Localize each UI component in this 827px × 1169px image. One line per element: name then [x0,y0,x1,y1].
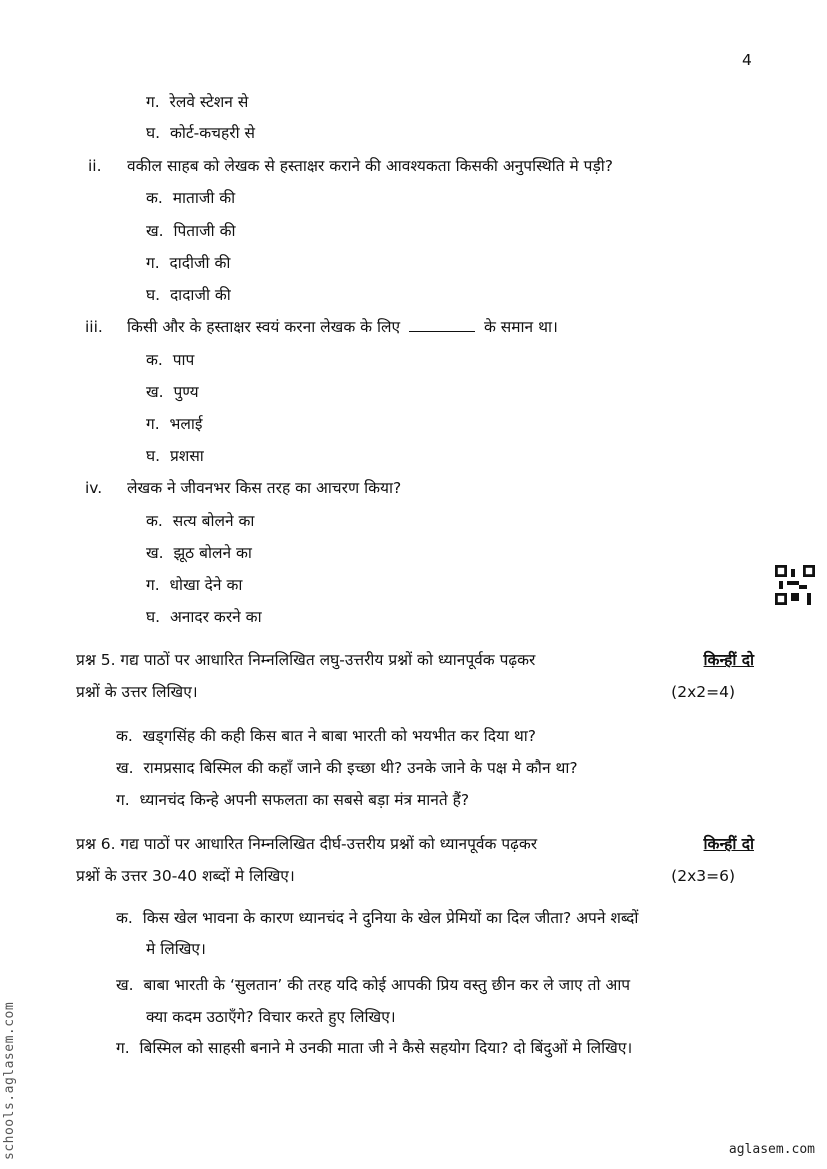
q5-item [116,790,469,810]
option-label: ग. [146,415,160,433]
option [146,575,242,595]
option [146,221,236,241]
question-text-before: किसी और के हस्ताक्षर स्वयं करना लेखक के लिए [127,318,401,336]
option-text: पुण्य [173,383,199,401]
q5-item [116,758,578,778]
option [146,543,252,563]
item-text: बाबा भारती के ‘सुलतान’ की तरह यदि कोई आपकी प्रिय वस्तु छीन कर ले जाए तो आप [143,976,631,994]
option-text: दादाजी की [169,286,231,304]
option [146,253,230,273]
option-label: क. [146,512,163,530]
q6-item [116,975,630,995]
option-label: ग. [146,576,160,594]
item-text: किस खेल भावना के कारण ध्यानचंद ने दुनिया के खेल प्रेमियों का दिल जीता? अपने शब्दों [142,909,639,927]
q6-item-cont: मे लिखिए। [146,940,206,958]
q6-instruction: प्रश्न 6. गद्य पाठों पर आधारित निम्नलिखित दीर्घ-उत्तरीय प्रश्नों को ध्यानपूर्वक पढ़कर [76,835,538,853]
q5-instruction-cont: प्रश्नों के उत्तर लिखिए। [76,683,198,701]
option-text: झूठ बोलने का [173,544,252,562]
q5-heading [76,650,754,670]
option-label: ख. [146,544,164,562]
qr-code-icon [775,565,815,605]
option-text: माताजी की [172,189,236,207]
footer-watermark: aglasem.com [728,1142,815,1157]
option-text: सत्य बोलने का [172,512,255,530]
option-text: पिताजी की [173,222,236,240]
option [146,92,248,112]
option-label: घ. [146,608,161,626]
option [146,446,204,466]
q6-marks: (2x3=6) [671,867,735,885]
option-label: ख. [146,222,164,240]
q5-marks: (2x2=4) [671,683,735,701]
option [146,123,255,143]
option-label: क. [146,189,163,207]
option [146,607,262,627]
question-text [127,317,558,337]
item-label: ग. [116,791,130,809]
option-label: क. [146,351,163,369]
q6-item-cont: क्या कदम उठाएँगे? विचार करते हुए लिखिए। [146,1008,396,1026]
option [146,188,235,208]
item-label: ख. [116,759,134,777]
option-text: अनादर करने का [169,608,262,626]
side-watermark: schools.aglasem.com [2,1001,17,1160]
q6-instruction-cont: प्रश्नों के उत्तर 30-40 शब्दों मे लिखिए। [76,867,295,885]
q5-emphasis: किन्हीं दो [703,651,754,669]
option [146,511,254,531]
item-text: रामप्रसाद बिस्मिल की कहाँ जाने की इच्छा थी? उनके जाने के पक्ष मे कौन था? [143,759,578,777]
option-text: रेलवे स्टेशन से [169,93,249,111]
question-number: ii. [88,157,102,175]
option-text: दादीजी की [169,254,231,272]
item-text: खड्गसिंह की कही किस बात ने बाबा भारती को भयभीत कर दिया था? [142,727,537,745]
item-label: क. [116,909,133,927]
q6-emphasis: किन्हीं दो [703,835,754,853]
item-label: ग. [116,1039,130,1057]
page-number: 4 [742,51,752,69]
question-text-after: के समान था। [483,318,558,336]
question-text: वकील साहब को लेखक से हस्ताक्षर कराने की आवश्यकता किसकी अनुपस्थिति मे पड़ी? [127,157,614,175]
option [146,350,194,370]
q5-item [116,726,536,746]
question-number: iii. [85,318,103,336]
q5-instruction: प्रश्न 5. गद्य पाठों पर आधारित निम्नलिखित लघु-उत्तरीय प्रश्नों को ध्यानपूर्वक पढ़कर [76,651,536,669]
question-text: लेखक ने जीवनभर किस तरह का आचरण किया? [127,479,402,497]
option [146,382,199,402]
fill-blank [409,331,475,332]
option-text: धोखा देने का [169,576,243,594]
item-label: ख. [116,976,134,994]
option [146,414,203,434]
option-text: कोर्ट-कचहरी से [169,124,256,142]
item-text: ध्यानचंद किन्हे अपनी सफलता का सबसे बड़ा मंत्र मानते हैं? [139,791,470,809]
item-text: बिस्मिल को साहसी बनाने मे उनकी माता जी ने कैसे सहयोग दिया? दो बिंदुओं मे लिखिए। [139,1039,633,1057]
option-label: घ. [146,286,161,304]
question-number: iv. [85,479,103,497]
item-label: क. [116,727,133,745]
q6-item [116,1038,632,1058]
option-text: प्रशसा [169,447,204,465]
option [146,285,231,305]
option-label: घ. [146,447,161,465]
option-label: ग. [146,93,160,111]
q6-item [116,908,638,928]
option-label: घ. [146,124,161,142]
option-text: भलाई [169,415,203,433]
option-label: ख. [146,383,164,401]
q6-heading [76,834,754,854]
option-label: ग. [146,254,160,272]
option-text: पाप [172,351,195,369]
